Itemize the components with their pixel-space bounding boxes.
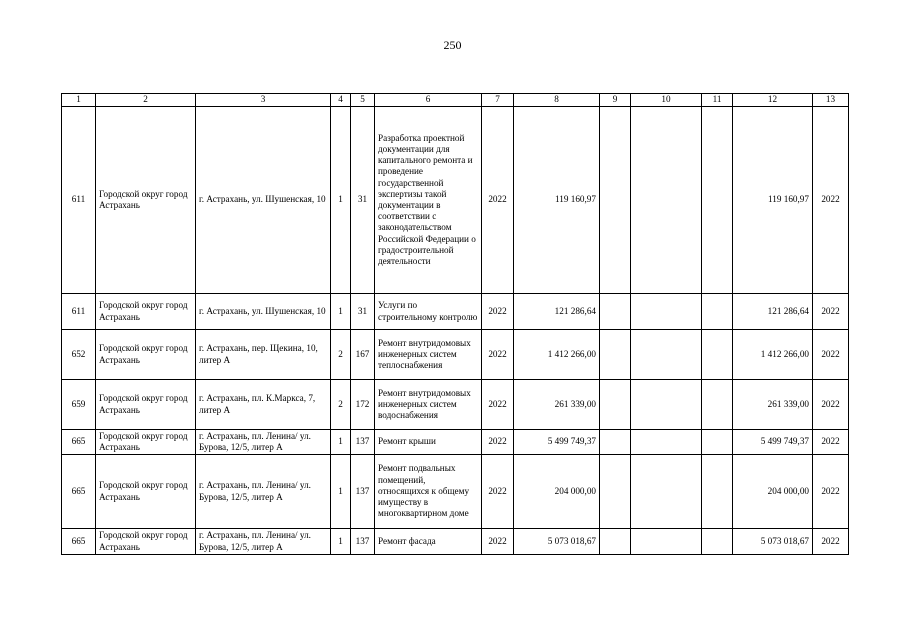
cell-col11 [702, 380, 733, 430]
cell-col4: 2 [331, 380, 351, 430]
column-header: 3 [196, 94, 331, 107]
cell-number: 611 [62, 294, 96, 330]
capital-repair-table [61, 93, 849, 555]
cell-year: 2022 [482, 455, 514, 529]
cell-col5: 167 [351, 330, 375, 380]
cell-cost: 119 160,97 [514, 107, 600, 294]
cell-year: 2022 [482, 294, 514, 330]
cell-col5: 137 [351, 430, 375, 455]
cell-year: 2022 [482, 107, 514, 294]
cell-col11 [702, 430, 733, 455]
cell-col5: 137 [351, 529, 375, 555]
column-number-row [62, 94, 849, 107]
column-header: 12 [733, 94, 813, 107]
cell-col9 [600, 455, 631, 529]
cell-address: г. Астрахань, пл. К.Маркса, 7, литер А [196, 380, 331, 430]
cell-col11 [702, 294, 733, 330]
column-header: 1 [62, 94, 96, 107]
cell-work-type: Ремонт крыши [375, 430, 482, 455]
cell-municipality: Городской округ город Астрахань [96, 529, 196, 555]
cell-col9 [600, 330, 631, 380]
cell-col11 [702, 455, 733, 529]
cell-year: 2022 [482, 430, 514, 455]
cell-col9 [600, 294, 631, 330]
cell-col4: 1 [331, 107, 351, 294]
column-header: 6 [375, 94, 482, 107]
cell-col4: 1 [331, 455, 351, 529]
cell-col4: 2 [331, 330, 351, 380]
cell-municipality: Городской округ город Астрахань [96, 330, 196, 380]
table-row [62, 380, 849, 430]
cell-col13: 2022 [813, 529, 849, 555]
cell-work-type: Разработка проектной документации для капитального ремонта и проведение государственной экспертизы такой документации в соответствии с законодательством Российской Федерации о градостроительной деятельности [375, 107, 482, 294]
cell-col12: 204 000,00 [733, 455, 813, 529]
cell-municipality: Городской округ город Астрахань [96, 294, 196, 330]
cell-cost: 204 000,00 [514, 455, 600, 529]
cell-col5: 31 [351, 107, 375, 294]
table-row [62, 430, 849, 455]
column-header: 5 [351, 94, 375, 107]
cell-cost: 5 073 018,67 [514, 529, 600, 555]
table-row [62, 529, 849, 555]
cell-cost: 1 412 266,00 [514, 330, 600, 380]
column-header: 8 [514, 94, 600, 107]
table-row [62, 107, 849, 294]
column-header: 7 [482, 94, 514, 107]
cell-year: 2022 [482, 330, 514, 380]
cell-work-type: Ремонт внутридомовых инженерных систем водоснабжения [375, 380, 482, 430]
cell-work-type: Ремонт подвальных помещений, относящихся к общему имуществу в многоквартирном доме [375, 455, 482, 529]
cell-year: 2022 [482, 529, 514, 555]
cell-col13: 2022 [813, 107, 849, 294]
cell-address: г. Астрахань, пер. Щекина, 10, литер А [196, 330, 331, 380]
cell-work-type: Ремонт внутридомовых инженерных систем теплоснабжения [375, 330, 482, 380]
table-row [62, 294, 849, 330]
cell-col5: 137 [351, 455, 375, 529]
cell-col12: 121 286,64 [733, 294, 813, 330]
cell-col10 [631, 330, 702, 380]
cell-cost: 121 286,64 [514, 294, 600, 330]
cell-number: 665 [62, 455, 96, 529]
cell-col11 [702, 107, 733, 294]
cell-col4: 1 [331, 529, 351, 555]
cell-work-type: Услуги по строительному контролю [375, 294, 482, 330]
table-row [62, 330, 849, 380]
cell-col10 [631, 294, 702, 330]
cell-col12: 119 160,97 [733, 107, 813, 294]
column-header: 11 [702, 94, 733, 107]
cell-address: г. Астрахань, ул. Шушенская, 10 [196, 107, 331, 294]
cell-col4: 1 [331, 294, 351, 330]
cell-number: 652 [62, 330, 96, 380]
cell-number: 659 [62, 380, 96, 430]
cell-municipality: Городской округ город Астрахань [96, 455, 196, 529]
cell-col12: 261 339,00 [733, 380, 813, 430]
column-header: 13 [813, 94, 849, 107]
cell-number: 665 [62, 529, 96, 555]
cell-col9 [600, 107, 631, 294]
cell-col9 [600, 529, 631, 555]
cell-col12: 5 499 749,37 [733, 430, 813, 455]
cell-col10 [631, 380, 702, 430]
cell-col13: 2022 [813, 294, 849, 330]
cell-col12: 5 073 018,67 [733, 529, 813, 555]
cell-address: г. Астрахань, пл. Ленина/ ул. Бурова, 12/5, литер А [196, 430, 331, 455]
cell-col10 [631, 529, 702, 555]
cell-municipality: Городской округ город Астрахань [96, 430, 196, 455]
page-number: 250 [443, 38, 462, 52]
cell-col13: 2022 [813, 330, 849, 380]
cell-col4: 1 [331, 430, 351, 455]
cell-cost: 5 499 749,37 [514, 430, 600, 455]
cell-col11 [702, 330, 733, 380]
cell-col13: 2022 [813, 380, 849, 430]
cell-address: г. Астрахань, пл. Ленина/ ул. Бурова, 12/5, литер А [196, 529, 331, 555]
column-header: 9 [600, 94, 631, 107]
cell-col12: 1 412 266,00 [733, 330, 813, 380]
cell-col11 [702, 529, 733, 555]
cell-number: 665 [62, 430, 96, 455]
cell-col13: 2022 [813, 430, 849, 455]
cell-number: 611 [62, 107, 96, 294]
cell-col10 [631, 430, 702, 455]
cell-address: г. Астрахань, пл. Ленина/ ул. Бурова, 12/5, литер А [196, 455, 331, 529]
column-header: 10 [631, 94, 702, 107]
cell-col10 [631, 107, 702, 294]
column-header: 2 [96, 94, 196, 107]
cell-col9 [600, 380, 631, 430]
cell-col5: 31 [351, 294, 375, 330]
cell-col9 [600, 430, 631, 455]
cell-col10 [631, 455, 702, 529]
cell-municipality: Городской округ город Астрахань [96, 107, 196, 294]
column-header: 4 [331, 94, 351, 107]
cell-col13: 2022 [813, 455, 849, 529]
cell-address: г. Астрахань, ул. Шушенская, 10 [196, 294, 331, 330]
cell-cost: 261 339,00 [514, 380, 600, 430]
cell-year: 2022 [482, 380, 514, 430]
table-row [62, 455, 849, 529]
cell-municipality: Городской округ город Астрахань [96, 380, 196, 430]
cell-work-type: Ремонт фасада [375, 529, 482, 555]
cell-col5: 172 [351, 380, 375, 430]
